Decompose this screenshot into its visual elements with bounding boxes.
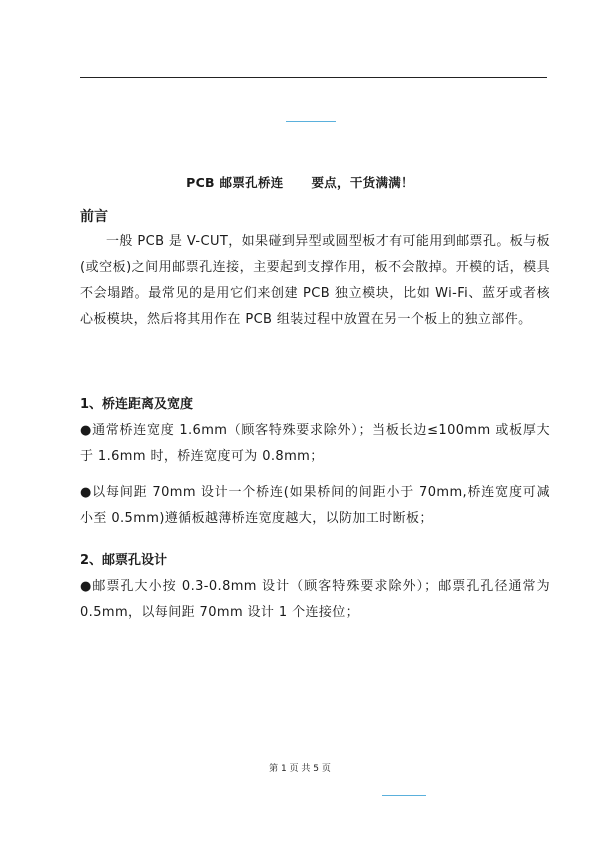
preface-paragraph: 一般 PCB 是 V-CUT，如果碰到异型或圆型板才有可能用到邮票孔。板与板(或空板)之间用邮票孔连接，主要起到支撑作用，板不会散掉。开模的话，模具不会塌踏。最常见的是用它们来创建 PCB 独立模块，比如 Wi-Fi、蓝牙或者核心板模块，然后将其用作在 PCB 组装过程中放置在另一个板上的独立部件。 [80,234,550,327]
preface-heading: 前言 [80,209,108,225]
page-footer: 第 1 页 共 5 页 [269,764,331,774]
bullet-paragraph: ●邮票孔大小按 0.3-0.8mm 设计（顾客特殊要求除外）；邮票孔孔径通常为 0.5mm，以每间距 70mm 设计 1 个连接位； [80,579,550,620]
header-rule [80,77,547,78]
bullet-paragraph: ●通常桥连宽度 1.6mm（顾客特殊要求除外）；当板长边≤100mm 或板厚大于 1.6mm 时，桥连宽度可为 0.8mm； [80,423,550,464]
section-heading-bridge-width: 1、桥连距离及宽度 [80,397,194,412]
bullet-paragraph: ●以每间距 70mm 设计一个桥连(如果桥间的间距小于 70mm,桥连宽度可减小至 0.5mm)遵循板越薄桥连宽度越大，以防加工时断板； [80,485,550,526]
document-title: PCB 邮票孔桥连 要点，干货满满！ [186,175,414,190]
decorative-line-top [286,121,336,122]
section-heading-stamp-hole: 2、邮票孔设计 [80,553,168,568]
decorative-line-bottom [382,795,426,796]
